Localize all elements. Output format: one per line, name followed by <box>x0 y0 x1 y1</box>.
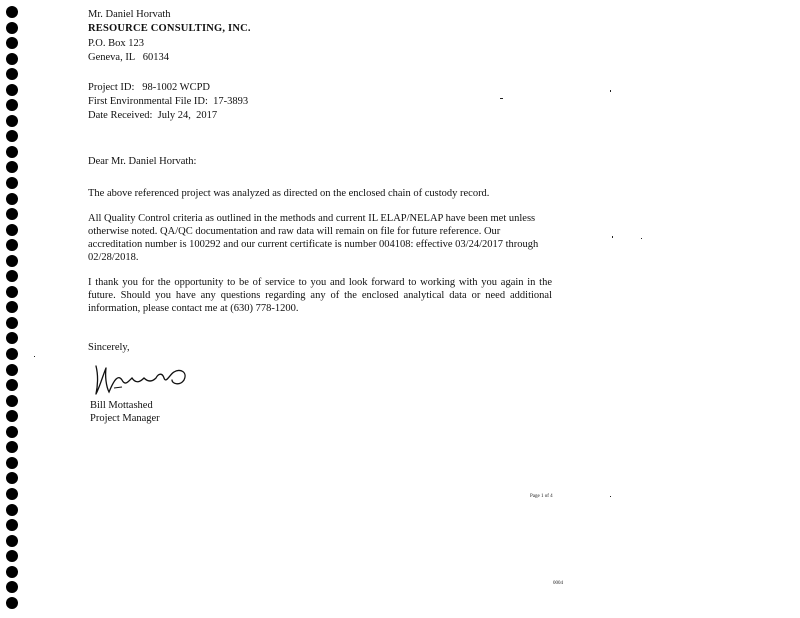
punch-hole <box>6 410 18 422</box>
punch-hole <box>6 161 18 173</box>
recipient-address-line-1: P.O. Box 123 <box>88 38 145 49</box>
punch-hole <box>6 53 18 65</box>
punch-hole <box>6 37 18 49</box>
paragraph-analysis: The above referenced project was analyzed as directed on the enclosed chain of custody record. <box>88 188 490 199</box>
punch-hole <box>6 301 18 313</box>
date-received: Date Received: July 24, 2017 <box>88 110 218 121</box>
punch-hole <box>6 504 18 516</box>
scan-speck <box>612 236 613 238</box>
signer-title: Project Manager <box>90 413 160 424</box>
punch-hole <box>6 286 18 298</box>
paragraph-quality-control: All Quality Control criteria as outlined in the methods and current IL ELAP/NELAP have been met unless otherwise noted. QA/QC documentation and raw data will remain on file for future reference. Our accreditation number is 100292 and our current certificate is number 004108: effective 03/24/2017 through 02/28/2018. <box>88 213 539 263</box>
punch-hole <box>6 519 18 531</box>
scan-speck <box>641 238 642 239</box>
punch-hole <box>6 270 18 282</box>
punch-hole <box>6 130 18 142</box>
punch-hole <box>6 364 18 376</box>
punch-hole <box>6 99 18 111</box>
punch-hole <box>6 68 18 80</box>
punch-hole <box>6 426 18 438</box>
salutation: Dear Mr. Daniel Horvath: <box>88 156 197 167</box>
recipient-name: Mr. Daniel Horvath <box>88 9 171 20</box>
punch-hole <box>6 332 18 344</box>
punch-hole <box>6 457 18 469</box>
punch-hole <box>6 550 18 562</box>
punch-hole <box>6 146 18 158</box>
punch-hole <box>6 84 18 96</box>
paragraph-thanks: I thank you for the opportunity to be of service to you and look forward to working with you again in the future. Should you have any questions regarding any of the enclosed analytical data or need additional information, please contact me at (630) 778-1200. <box>88 277 552 314</box>
punch-holes <box>6 6 20 612</box>
document-code: 0004 <box>553 581 563 586</box>
punch-hole <box>6 395 18 407</box>
punch-hole <box>6 224 18 236</box>
punch-hole <box>6 566 18 578</box>
punch-hole <box>6 255 18 267</box>
punch-hole <box>6 193 18 205</box>
scan-speck <box>500 98 503 99</box>
punch-hole <box>6 472 18 484</box>
punch-hole <box>6 535 18 547</box>
punch-hole <box>6 581 18 593</box>
punch-hole <box>6 379 18 391</box>
punch-hole <box>6 348 18 360</box>
handwritten-signature <box>92 360 192 398</box>
punch-hole <box>6 115 18 127</box>
punch-hole <box>6 441 18 453</box>
punch-hole <box>6 22 18 34</box>
punch-hole <box>6 177 18 189</box>
scan-speck <box>34 356 35 357</box>
scan-speck <box>610 90 611 92</box>
punch-hole <box>6 488 18 500</box>
punch-hole <box>6 239 18 251</box>
file-id: First Environmental File ID: 17-3893 <box>88 96 249 107</box>
recipient-address-line-2: Geneva, IL 60134 <box>88 52 169 63</box>
punch-hole <box>6 317 18 329</box>
closing: Sincerely, <box>88 342 130 353</box>
recipient-company: RESOURCE CONSULTING, INC. <box>88 23 251 34</box>
punch-hole <box>6 6 18 18</box>
project-id: Project ID: 98-1002 WCPD <box>88 82 211 93</box>
signer-name: Bill Mottashed <box>90 400 153 411</box>
scan-speck <box>610 496 611 497</box>
punch-hole <box>6 208 18 220</box>
punch-hole <box>6 597 18 609</box>
page-number: Page 1 of 4 <box>530 494 553 499</box>
